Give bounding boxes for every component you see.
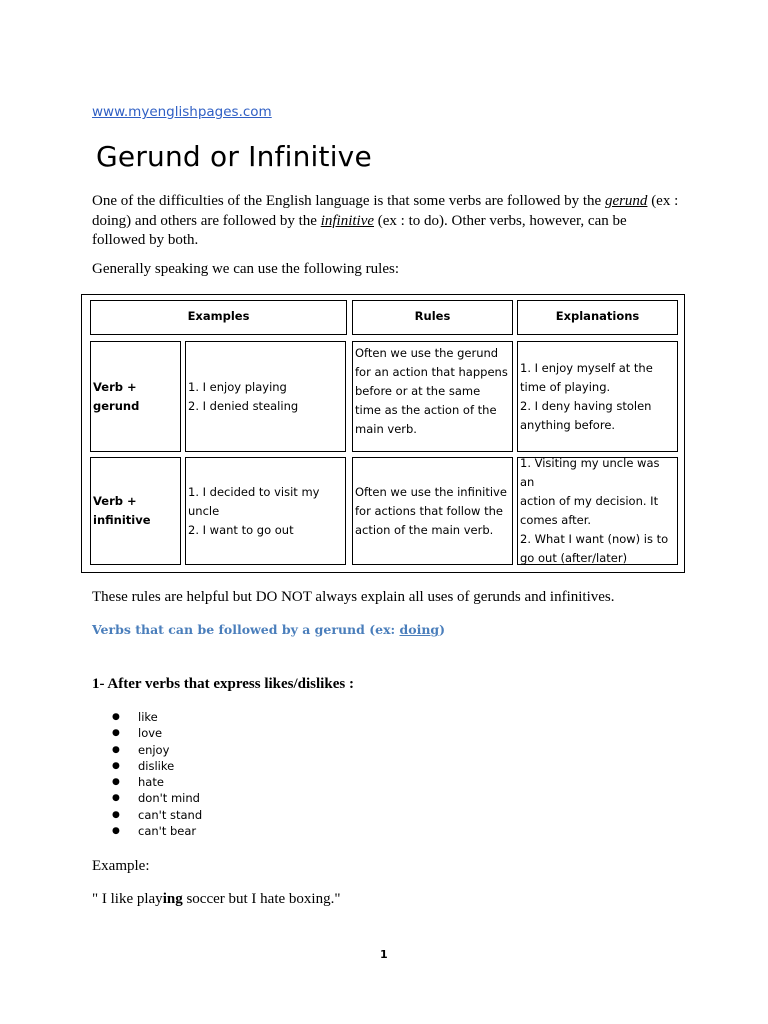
list-item [112, 742, 202, 758]
intro-paragraph [92, 192, 682, 251]
intro-text-2: (ex : doing) and others are followed by the [92, 193, 679, 229]
site-link[interactable]: www.myenglishpages.com [92, 104, 272, 120]
row-examples-gerund: 1. I enjoy playing 2. I denied stealing [185, 341, 346, 452]
bullet-icon: ● [112, 728, 120, 739]
header-explanations: Explanations [517, 300, 678, 335]
intro-text-3: (ex : to do). Other verbs, however, can be followed by both. [92, 212, 627, 248]
list-item [112, 758, 202, 774]
verb-item: enjoy [138, 742, 170, 757]
page-title: Gerund or Infinitive [96, 140, 372, 173]
bullet-icon: ● [112, 793, 120, 804]
infinitive-term: infinitive [320, 212, 375, 229]
row-rule-infinitive: Often we use the infinitive for actions that follow the action of the main verb. [352, 457, 513, 565]
bullet-icon: ● [112, 712, 120, 722]
verb-item: can't stand [138, 807, 203, 822]
verb-item: dislike [138, 758, 175, 773]
bullet-icon: ● [112, 744, 120, 755]
verb-item: don't mind [138, 791, 200, 806]
row-explanation-infinitive: 1. Visiting my uncle was an action of my decision. It comes after. 2. What I want (now) is to go out (after/later) [517, 457, 678, 565]
list-item [112, 725, 202, 741]
rule-1-title: 1- After verbs that express likes/dislikes : [92, 676, 354, 692]
section-heading-example: doing [399, 622, 440, 637]
after-table-note: These rules are helpful but DO NOT always explain all uses of gerunds and infinitives. [92, 589, 615, 605]
verb-item: love [138, 726, 163, 741]
bullet-icon: ● [112, 760, 120, 771]
bullet-icon: ● [112, 809, 120, 820]
bullet-icon: ● [112, 826, 120, 837]
row-explanation-gerund: 1. I enjoy myself at the time of playing. 2. I deny having stolen anything before. [517, 341, 678, 452]
example-label: Example: [92, 858, 150, 874]
verb-item: like [138, 710, 158, 724]
page-number: 1 [380, 948, 388, 961]
list-item [112, 823, 202, 839]
section-heading-suffix: ) [439, 622, 446, 637]
header-rules: Rules [352, 300, 513, 335]
row-label-infinitive: Verb + infinitive [90, 457, 181, 565]
list-item [112, 807, 202, 823]
row-rule-gerund: Often we use the gerund for an action that happens before or at the same time as the action of the main verb. [352, 341, 513, 452]
list-item [112, 774, 202, 790]
example-sentence [92, 891, 340, 908]
example-bold-ing: ing [162, 891, 183, 907]
verb-item: hate [138, 775, 164, 790]
row-examples-infinitive: 1. I decided to visit my uncle 2. I want to go out [185, 457, 346, 565]
gerund-term: gerund [604, 193, 648, 209]
example-pre: " I like play [92, 891, 163, 907]
verb-item: can't bear [138, 824, 197, 839]
row-label-gerund: Verb + gerund [90, 341, 181, 452]
bullet-icon: ● [112, 777, 120, 788]
intro-text-1: One of the difficulties of the English language is that some verbs are followed by the [92, 193, 605, 209]
rules-lead: Generally speaking we can use the following rules: [92, 261, 399, 277]
section-heading [92, 622, 445, 637]
section-heading-prefix: Verbs that can be followed by a gerund (ex: [92, 622, 400, 637]
example-post: soccer but I hate boxing." [182, 891, 341, 907]
verb-list [112, 709, 202, 839]
list-item [112, 790, 202, 806]
list-item [112, 709, 202, 725]
header-examples: Examples [90, 300, 347, 335]
